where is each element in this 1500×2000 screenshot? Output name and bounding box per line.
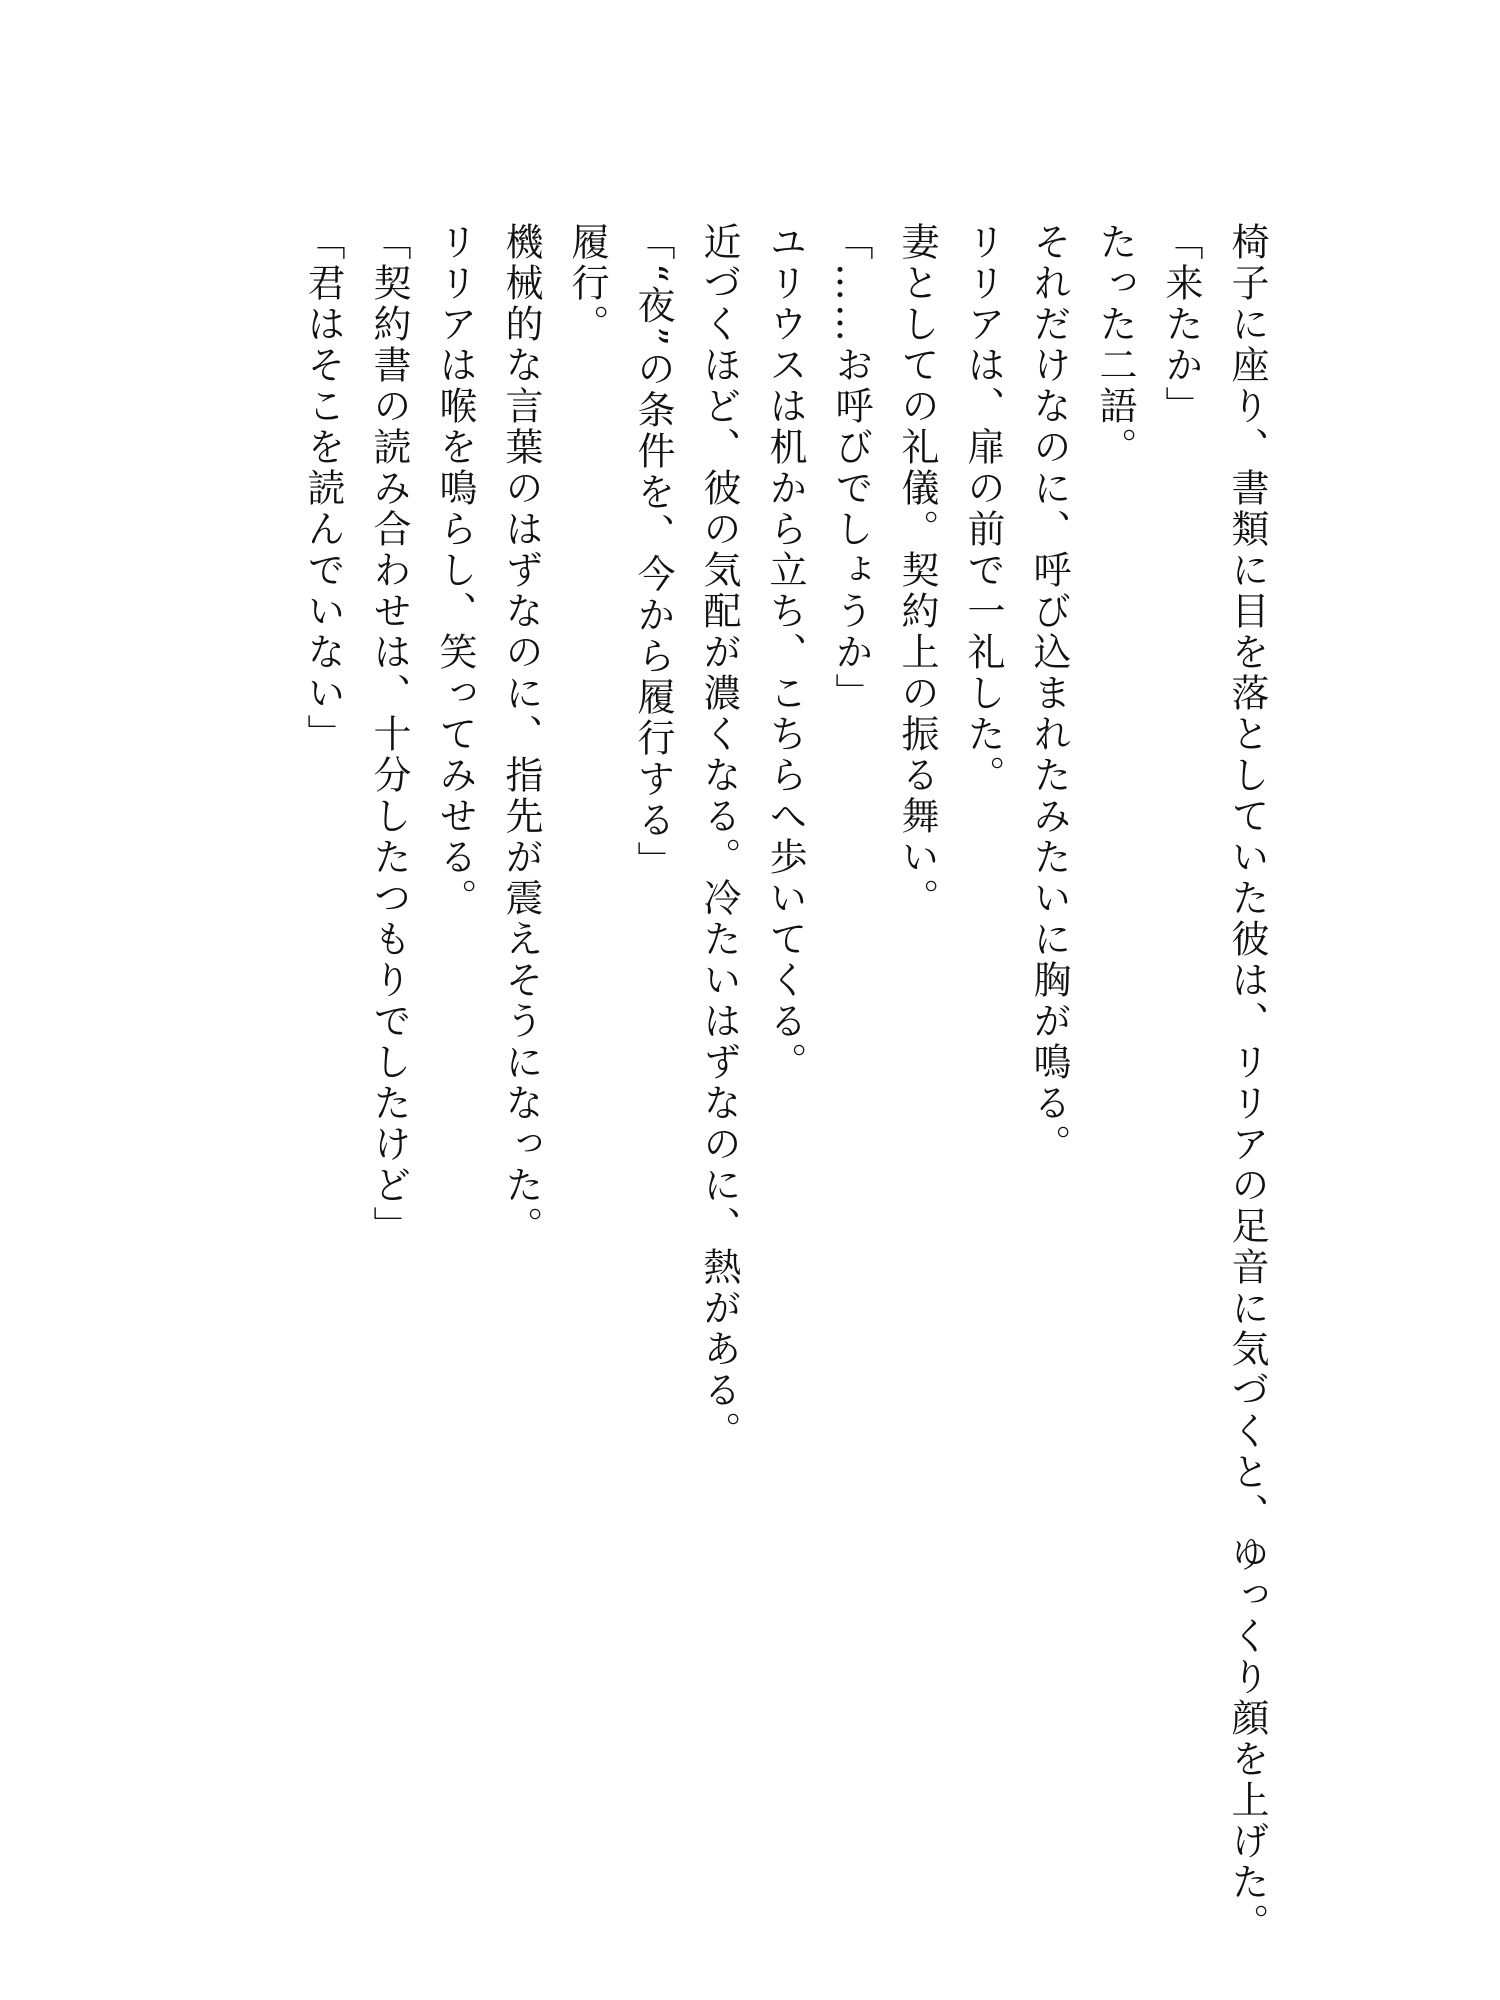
paragraph-line: ユリウスは机から立ち、こちらへ歩いてくる。	[763, 222, 807, 1083]
paragraph-line: 「君はそこを読んでいない」	[301, 222, 345, 755]
paragraph-line: 履行。	[565, 222, 609, 345]
paragraph-line: 「契約書の読み合わせは、十分したつもりでしたけど」	[367, 222, 411, 1247]
paragraph-line: 「“夜”の条件を、今から履行する」	[631, 222, 675, 882]
paragraph-line: 近づくほど、彼の気配が濃くなる。冷たいはずなのに、熱がある。	[697, 222, 741, 1452]
paragraph-line: リリアは、扉の前で一礼した。	[961, 222, 1005, 796]
paragraph-line: 椅子に座り、書類に目を落としていた彼は、リリアの足音に気づくと、ゆっくり顔を上げた。	[1225, 222, 1269, 1944]
paragraph-line: 機械的な言葉のはずなのに、指先が震えそうになった。	[499, 222, 543, 1247]
paragraph-line: リリアは喉を鳴らし、笑ってみせる。	[433, 222, 477, 919]
paragraph-line: たった二語。	[1093, 222, 1137, 468]
paragraph-line: 「来たか」	[1159, 222, 1203, 427]
paragraph-line: 妻としての礼儀。契約上の振る舞い。	[895, 222, 939, 919]
paragraph-line: それだけなのに、呼び込まれたみたいに胸が鳴る。	[1027, 222, 1071, 1165]
paragraph-line: 「……お呼びでしょうか」	[829, 222, 873, 714]
vertical-text-body	[290, 222, 1280, 1944]
